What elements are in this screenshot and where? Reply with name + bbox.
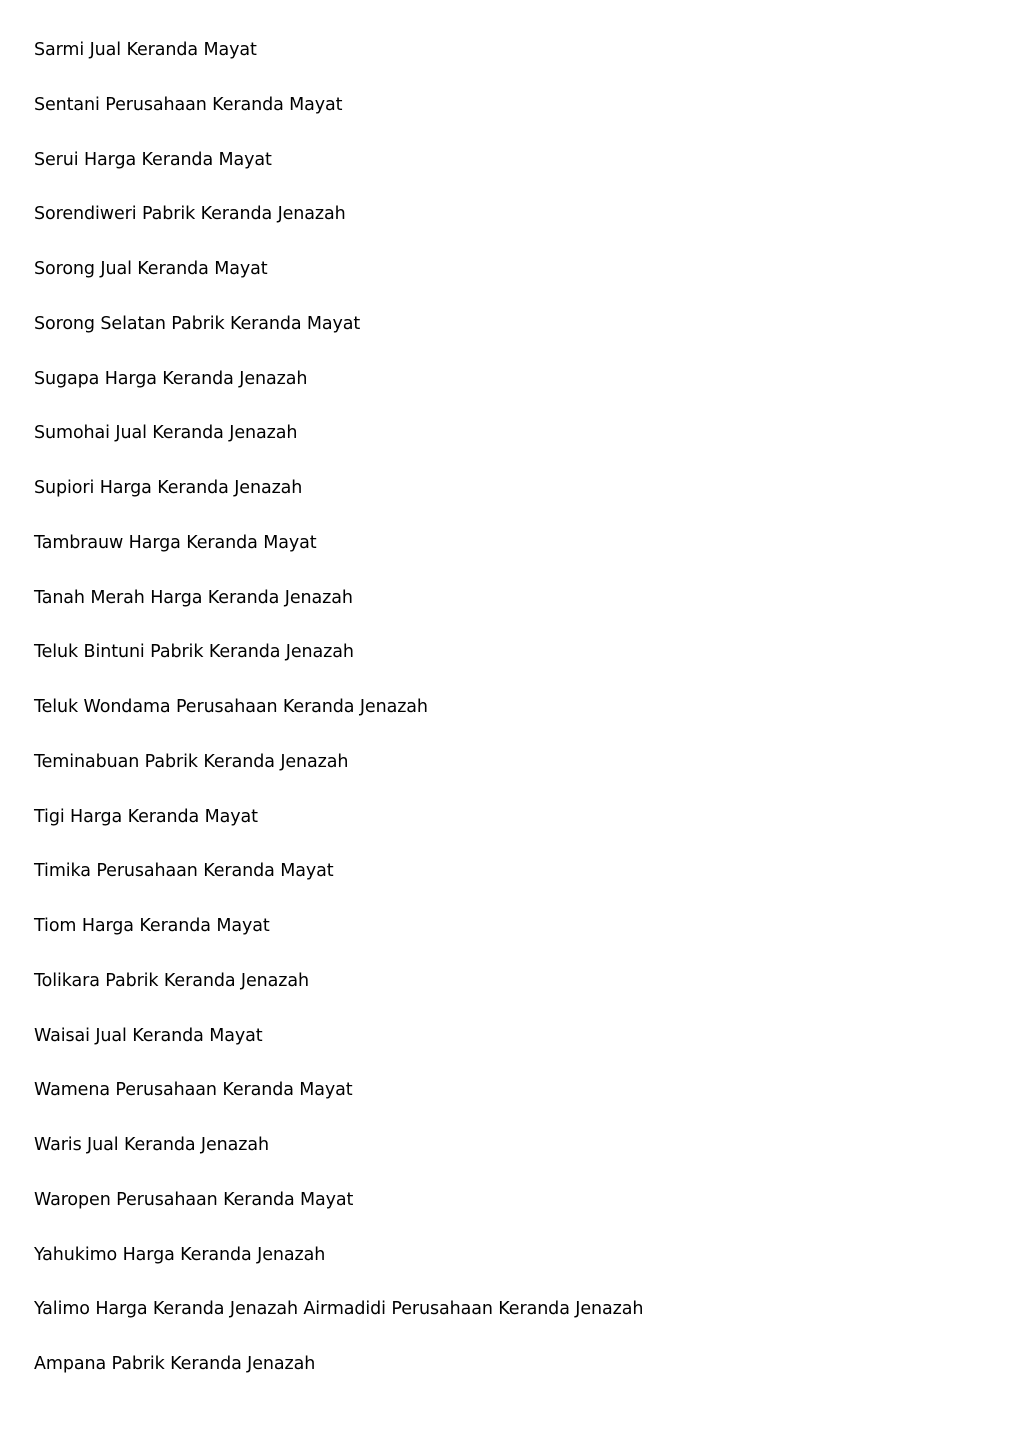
text-line: Tiom Harga Keranda Mayat [34, 916, 270, 936]
text-line: Teluk Wondama Perusahaan Keranda Jenazah [34, 697, 428, 717]
text-line: Ampana Pabrik Keranda Jenazah [34, 1354, 316, 1374]
text-line: Supiori Harga Keranda Jenazah [34, 478, 303, 498]
text-line: Sentani Perusahaan Keranda Mayat [34, 94, 343, 115]
text-line: Waris Jual Keranda Jenazah [34, 1135, 269, 1155]
text-line: Tolikara Pabrik Keranda Jenazah [34, 970, 309, 991]
text-line: Yalimo Harga Keranda Jenazah Airmadidi Perusahaan Keranda Jenazah [34, 1299, 644, 1320]
text-line: Sumohai Jual Keranda Jenazah [34, 423, 298, 444]
text-line: Waropen Perusahaan Keranda Mayat [34, 1189, 354, 1210]
text-line: Sugapa Harga Keranda Jenazah [34, 368, 308, 389]
text-line: Timika Perusahaan Keranda Mayat [34, 861, 334, 882]
text-line: Wamena Perusahaan Keranda Mayat [34, 1080, 353, 1101]
text-line: Serui Harga Keranda Mayat [34, 149, 272, 170]
text-line: Waisai Jual Keranda Mayat [34, 1025, 263, 1046]
text-line: Sorendiweri Pabrik Keranda Jenazah [34, 204, 346, 225]
text-line: Teminabuan Pabrik Keranda Jenazah [34, 751, 349, 772]
text-line-list [34, 36, 994, 1405]
text-line: Tambrauw Harga Keranda Mayat [34, 532, 317, 553]
text-line: Teluk Bintuni Pabrik Keranda Jenazah [34, 642, 354, 663]
text-line: Tanah Merah Harga Keranda Jenazah [34, 587, 353, 608]
text-line: Tigi Harga Keranda Mayat [34, 806, 258, 827]
text-line: Sorong Selatan Pabrik Keranda Mayat [34, 313, 361, 334]
text-line: Sorong Jual Keranda Mayat [34, 259, 268, 279]
text-line: Sarmi Jual Keranda Mayat [34, 40, 257, 60]
text-line: Yahukimo Harga Keranda Jenazah [34, 1244, 326, 1265]
